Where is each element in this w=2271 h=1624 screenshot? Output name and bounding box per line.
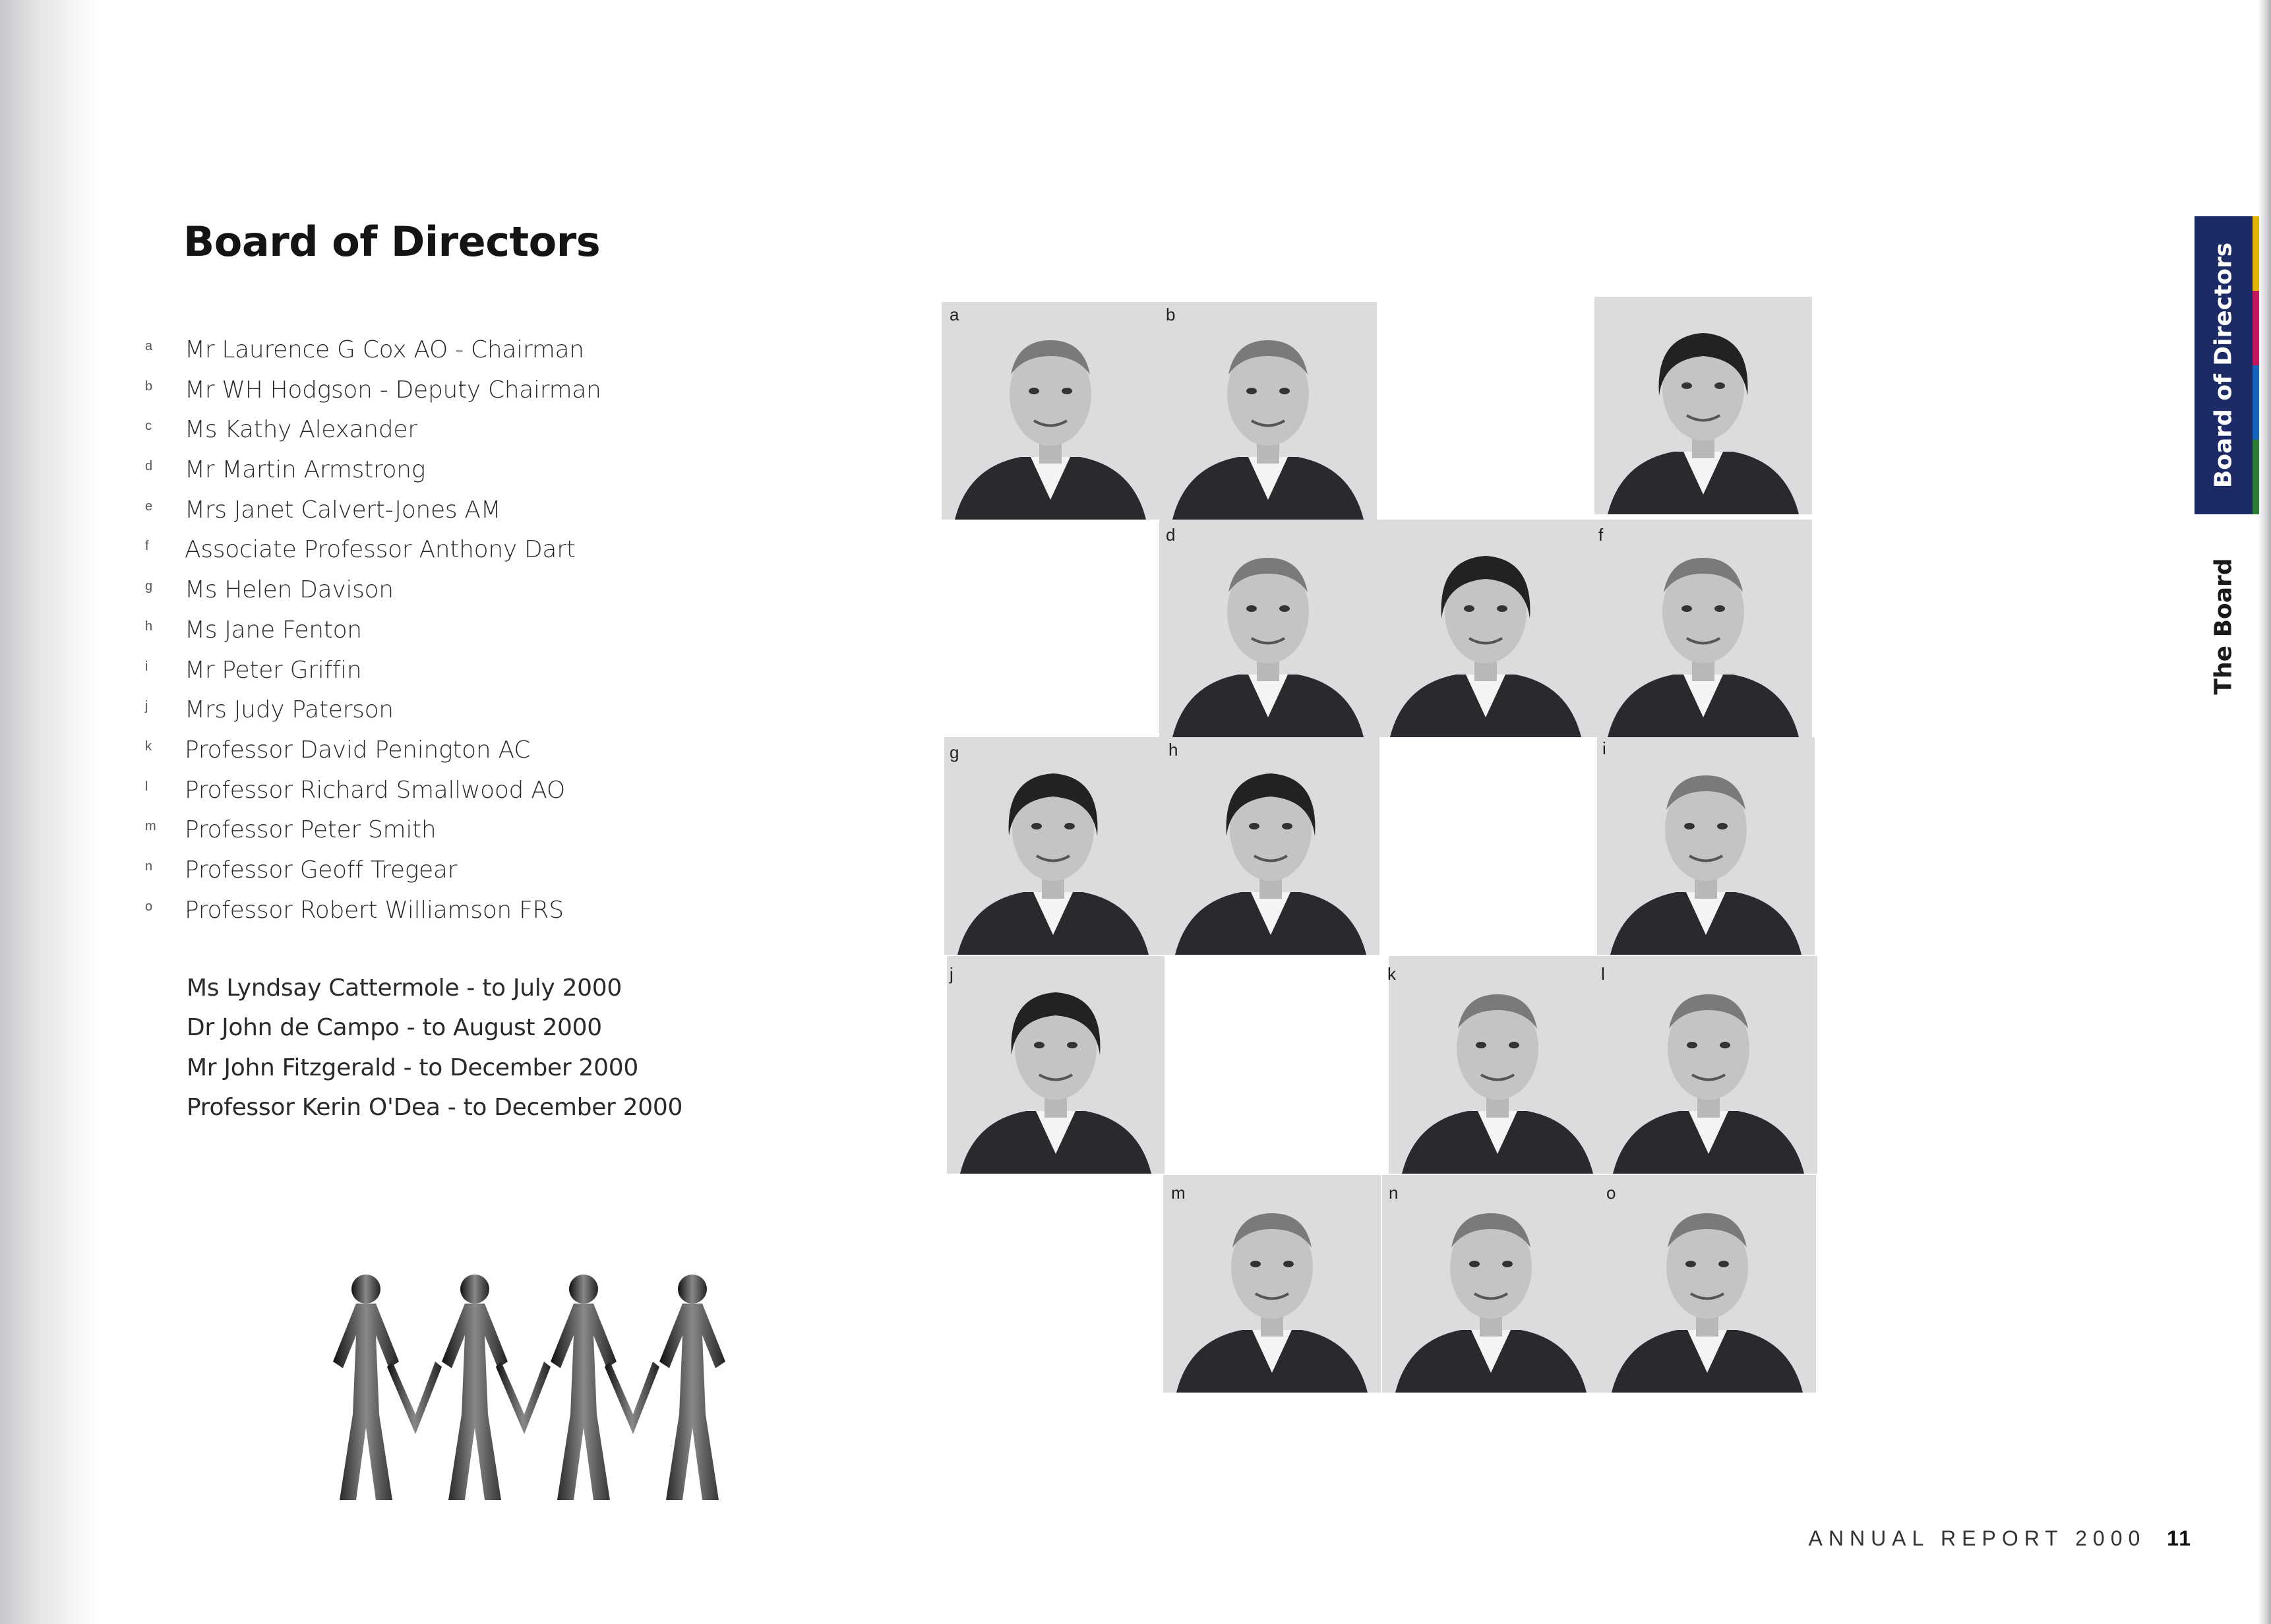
director-letter: k	[145, 738, 152, 754]
director-letter: a	[145, 339, 153, 353]
portrait-label: h	[1168, 740, 1178, 760]
director-name: Ms Kathy Alexander	[185, 416, 417, 444]
director-portrait	[1382, 1175, 1600, 1393]
director-name: Mr WH Hodgson - Deputy Chairman	[185, 376, 601, 404]
director-portrait	[1600, 956, 1817, 1174]
former-director: Dr John de Campo - to August 2000	[187, 1014, 602, 1042]
director-name: Professor Robert Williamson FRS	[185, 896, 564, 924]
portrait-photo	[1159, 302, 1377, 520]
director-name: Ms Helen Davison	[185, 576, 394, 604]
portrait-label: n	[1389, 1183, 1399, 1203]
director-name: Professor David Penington AC	[185, 736, 531, 764]
director-portrait	[1598, 1175, 1816, 1393]
portrait-label: k	[1387, 964, 1396, 984]
director-portrait	[1163, 1175, 1381, 1393]
director-name: Mr Laurence G Cox AO - Chairman	[185, 336, 584, 363]
page-title: Board of Directors	[183, 218, 601, 266]
footer-text: ANNUAL REPORT 2000	[1808, 1526, 2146, 1550]
page-footer	[1809, 1526, 2193, 1551]
portrait-label: a	[950, 305, 959, 324]
director-portrait	[947, 956, 1165, 1174]
director-letter: f	[145, 539, 149, 554]
portrait-label: l	[1601, 964, 1605, 984]
tab-label: The Board	[2210, 558, 2237, 695]
director-portrait	[1597, 737, 1815, 955]
director-portrait	[1389, 956, 1606, 1174]
director-name: Ms Jane Fenton	[185, 616, 362, 644]
director-letter: e	[145, 498, 153, 514]
director-letter: g	[145, 579, 153, 594]
portrait-photo	[1598, 1175, 1816, 1393]
director-letter: l	[145, 779, 148, 794]
portrait-photo	[1597, 737, 1815, 955]
director-letter: j	[145, 699, 148, 714]
portrait-photo	[1159, 520, 1377, 737]
director-portrait	[1594, 520, 1812, 737]
tab-color-stripes	[2253, 216, 2259, 514]
paper-dolls-illustration	[326, 1263, 762, 1507]
portrait-photo	[1389, 956, 1606, 1174]
portrait-photo	[1163, 1175, 1381, 1393]
former-directors-list	[187, 975, 682, 1133]
former-director: Mr John Fitzgerald - to December 2000	[187, 1054, 638, 1081]
director-portrait	[942, 302, 1159, 520]
portrait-label: f	[1598, 525, 1604, 545]
binding-shadow	[0, 0, 99, 1624]
tab-the-board[interactable]	[2195, 527, 2253, 725]
director-letter: h	[145, 618, 153, 634]
portrait-label: d	[1166, 525, 1176, 545]
director-portrait	[1159, 520, 1377, 737]
director-letter: c	[145, 419, 152, 434]
portrait-label: j	[950, 964, 954, 984]
director-name: Mrs Janet Calvert-Jones AM	[185, 496, 501, 524]
director-name: Mr Martin Armstrong	[185, 456, 426, 484]
tab-board-of-directors[interactable]	[2195, 216, 2253, 514]
former-director: Professor Kerin O'Dea - to December 2000	[187, 1093, 683, 1121]
page-number: 11	[2167, 1526, 2192, 1550]
doll-figure	[659, 1275, 725, 1500]
portrait-photo	[942, 302, 1159, 520]
page-edge	[2258, 0, 2271, 1624]
portrait-photo	[1382, 1175, 1600, 1393]
portrait-photo	[1594, 520, 1812, 737]
portrait-label: b	[1166, 305, 1176, 324]
director-letter: n	[145, 858, 153, 874]
director-name: Professor Richard Smallwood AO	[185, 776, 565, 804]
portrait-photo	[1594, 297, 1812, 514]
director-portrait	[1377, 520, 1594, 737]
doll-figure	[551, 1275, 617, 1500]
director-name: Professor Peter Smith	[185, 816, 437, 844]
director-name: Associate Professor Anthony Dart	[185, 536, 576, 564]
director-letter: m	[145, 819, 156, 834]
portrait-photo	[1600, 956, 1817, 1174]
director-portrait	[944, 737, 1162, 955]
director-name: Mr Peter Griffin	[185, 656, 362, 684]
director-portrait	[1159, 302, 1377, 520]
portrait-photo	[1162, 737, 1379, 955]
doll-figure	[333, 1275, 399, 1500]
tab-label: Board of Directors	[2210, 242, 2237, 489]
portrait-label: m	[1171, 1183, 1186, 1203]
director-letter: o	[145, 899, 153, 914]
director-name: Professor Geoff Tregear	[185, 856, 458, 884]
director-letter: d	[145, 459, 153, 474]
director-name: Mrs Judy Paterson	[185, 696, 394, 724]
portrait-photo	[947, 956, 1165, 1174]
doll-figure	[442, 1275, 508, 1500]
portrait-label: i	[1602, 738, 1606, 758]
former-director: Ms Lyndsay Cattermole - to July 2000	[187, 975, 622, 1002]
portrait-photo	[944, 737, 1162, 955]
portrait-label: o	[1606, 1183, 1616, 1203]
portrait-photo	[1377, 520, 1594, 737]
director-letter: b	[145, 378, 153, 394]
director-portrait	[1594, 297, 1812, 514]
director-letter: i	[145, 659, 148, 674]
director-portrait	[1162, 737, 1379, 955]
portrait-label: g	[950, 742, 959, 762]
